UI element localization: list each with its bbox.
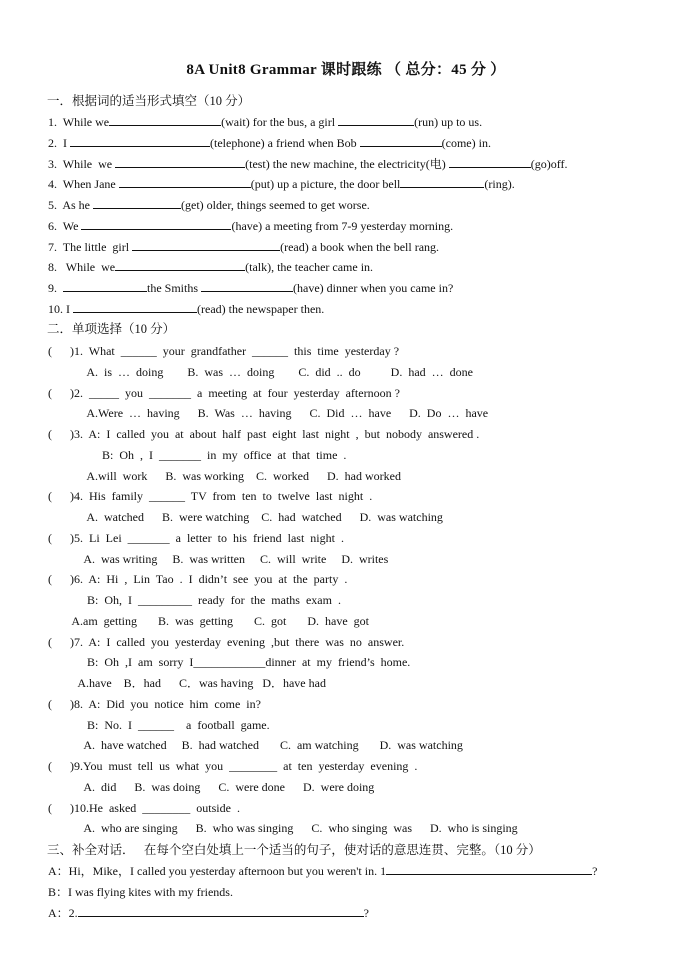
fill-item	[48, 259, 373, 275]
section1-heading: 一．根据词的适当形式填空（10 分）	[47, 94, 251, 108]
fill-item	[48, 280, 453, 296]
answer-blank[interactable]	[119, 176, 251, 188]
item-text: (get) older, things seemed to get worse.	[181, 198, 370, 212]
fill-item	[48, 176, 515, 192]
fill-item	[48, 239, 439, 255]
fill-item	[48, 218, 453, 234]
answer-blank[interactable]	[93, 197, 181, 209]
option-line: A. have watched B. had watched C. am watching D. was watching	[48, 738, 463, 752]
option-line: A. was writing B. was written C. will write D. writes	[48, 552, 389, 566]
item-text: 10. I	[48, 302, 73, 316]
answer-blank[interactable]	[70, 135, 210, 147]
item-text: 6. We	[48, 219, 82, 233]
fill-item	[48, 135, 491, 151]
fill-item	[48, 197, 370, 213]
answer-blank[interactable]	[132, 239, 280, 251]
item-text: (put) up a picture, the door bell	[250, 177, 401, 191]
item-text: (have) a meeting from 7-9 yesterday morning.	[231, 219, 454, 233]
item-text: 1. While we	[48, 115, 110, 129]
fill-item	[48, 301, 324, 317]
question-line: ( )1. What ______ your grandfather ______ this time yesterday ?	[48, 344, 400, 358]
option-line: B: Oh ,I am sorry I____________dinner at my friend’s home.	[48, 655, 411, 669]
item-text: (test) the new machine, the electricity(电)	[245, 157, 449, 171]
answer-blank[interactable]	[81, 218, 231, 230]
item-text: 5. As he	[48, 198, 93, 212]
fill-item	[48, 156, 567, 172]
answer-blank[interactable]	[201, 280, 293, 292]
question-line: ( )10.He asked ________ outside .	[48, 801, 240, 815]
question-line: ( )8. A: Did you notice him come in?	[48, 697, 261, 711]
option-line: A.am getting B. was getting C. got D. have got	[48, 614, 369, 628]
item-text: (telephone) a friend when Bob	[210, 136, 360, 150]
item-text: (come) in.	[441, 136, 491, 150]
answer-blank[interactable]	[115, 156, 245, 168]
option-line: A. did B. was doing C. were done D. were doing	[48, 780, 375, 794]
item-text: 3. While we	[48, 157, 116, 171]
answer-blank[interactable]	[386, 863, 592, 875]
dialogue-line	[48, 884, 233, 900]
page-title: 8A Unit8 Grammar 课时跟练 （ 总分：45 分 ）	[186, 62, 506, 78]
option-line: A. who are singing B. who was singing C. who singing was D. who is singing	[48, 821, 518, 835]
option-line: A. watched B. were watching C. had watched D. was watching	[48, 510, 443, 524]
dialogue-text: A：Hi，Mike，I called you yesterday afternoon but you weren't in. 1	[48, 864, 387, 878]
item-text: (talk), the teacher came in.	[245, 260, 374, 274]
answer-blank[interactable]	[109, 114, 221, 126]
item-text: the Smiths	[147, 281, 202, 295]
question-line: ( )7. A: I called you yesterday evening ,but there was no answer.	[48, 635, 405, 649]
dialogue-line	[48, 863, 597, 879]
item-text: 4. When Jane	[48, 177, 119, 191]
item-text: 2. I	[48, 136, 70, 150]
dialogue-line	[48, 905, 369, 921]
item-text: 8. While we	[48, 260, 116, 274]
question-line: ( )2. _____ you _______ a meeting at four yesterday afternoon ?	[48, 386, 400, 400]
option-line: B: No. I ______ a football game.	[48, 718, 270, 732]
answer-blank[interactable]	[63, 280, 147, 292]
question-line: ( )9.You must tell us what you ________ at ten yesterday evening .	[48, 759, 418, 773]
option-line: A.have B．had C．was having D．have had	[48, 676, 326, 690]
section3-heading: 三、补全对话． 在每个空白处填上一个适当的句子，使对话的意思连贯、完整。（10 分）	[47, 843, 541, 857]
question-line: ( )6. A: Hi , Lin Tao . I didn’t see you at the party .	[48, 572, 348, 586]
answer-blank[interactable]	[400, 176, 484, 188]
dialogue-text: ?	[363, 906, 369, 920]
option-line: B: Oh , I _______ in my office at that time .	[48, 448, 347, 462]
item-text: (go)off.	[530, 157, 568, 171]
item-text: (read) a book when the bell rang.	[280, 240, 440, 254]
answer-blank[interactable]	[78, 905, 364, 917]
answer-blank[interactable]	[449, 156, 531, 168]
question-line: ( )3. A: I called you at about half past eight last night , but nobody answered .	[48, 427, 480, 441]
option-line: A.will work B. was working C. worked D. had worked	[48, 469, 401, 483]
section2-heading: 二．单项选择（10 分）	[47, 322, 176, 336]
option-line: A.Were … having B. Was … having C. Did … have D. Do … have	[48, 406, 489, 420]
item-text: (read) the newspaper then.	[197, 302, 325, 316]
answer-blank[interactable]	[115, 259, 245, 271]
item-text: 9.	[48, 281, 63, 295]
item-text: (wait) for the bus, a girl	[221, 115, 339, 129]
answer-blank[interactable]	[338, 114, 414, 126]
fill-item	[48, 114, 482, 130]
option-line: B: Oh, I _________ ready for the maths exam .	[48, 593, 341, 607]
answer-blank[interactable]	[360, 135, 442, 147]
question-line: ( )4. His family ______ TV from ten to twelve last night .	[48, 489, 373, 503]
item-text: 7. The little girl	[48, 240, 133, 254]
item-text: (have) dinner when you came in?	[293, 281, 454, 295]
question-line: ( )5. Li Lei _______ a letter to his friend last night .	[48, 531, 344, 545]
dialogue-text: B：I was flying kites with my friends.	[48, 885, 233, 899]
answer-blank[interactable]	[73, 301, 197, 313]
item-text: (run) up to us.	[414, 115, 483, 129]
item-text: (ring).	[484, 177, 515, 191]
dialogue-text: A：2.	[48, 906, 78, 920]
dialogue-text: ?	[592, 864, 598, 878]
option-line: A. is … doing B. was … doing C. did .. do D. had … done	[48, 365, 473, 379]
